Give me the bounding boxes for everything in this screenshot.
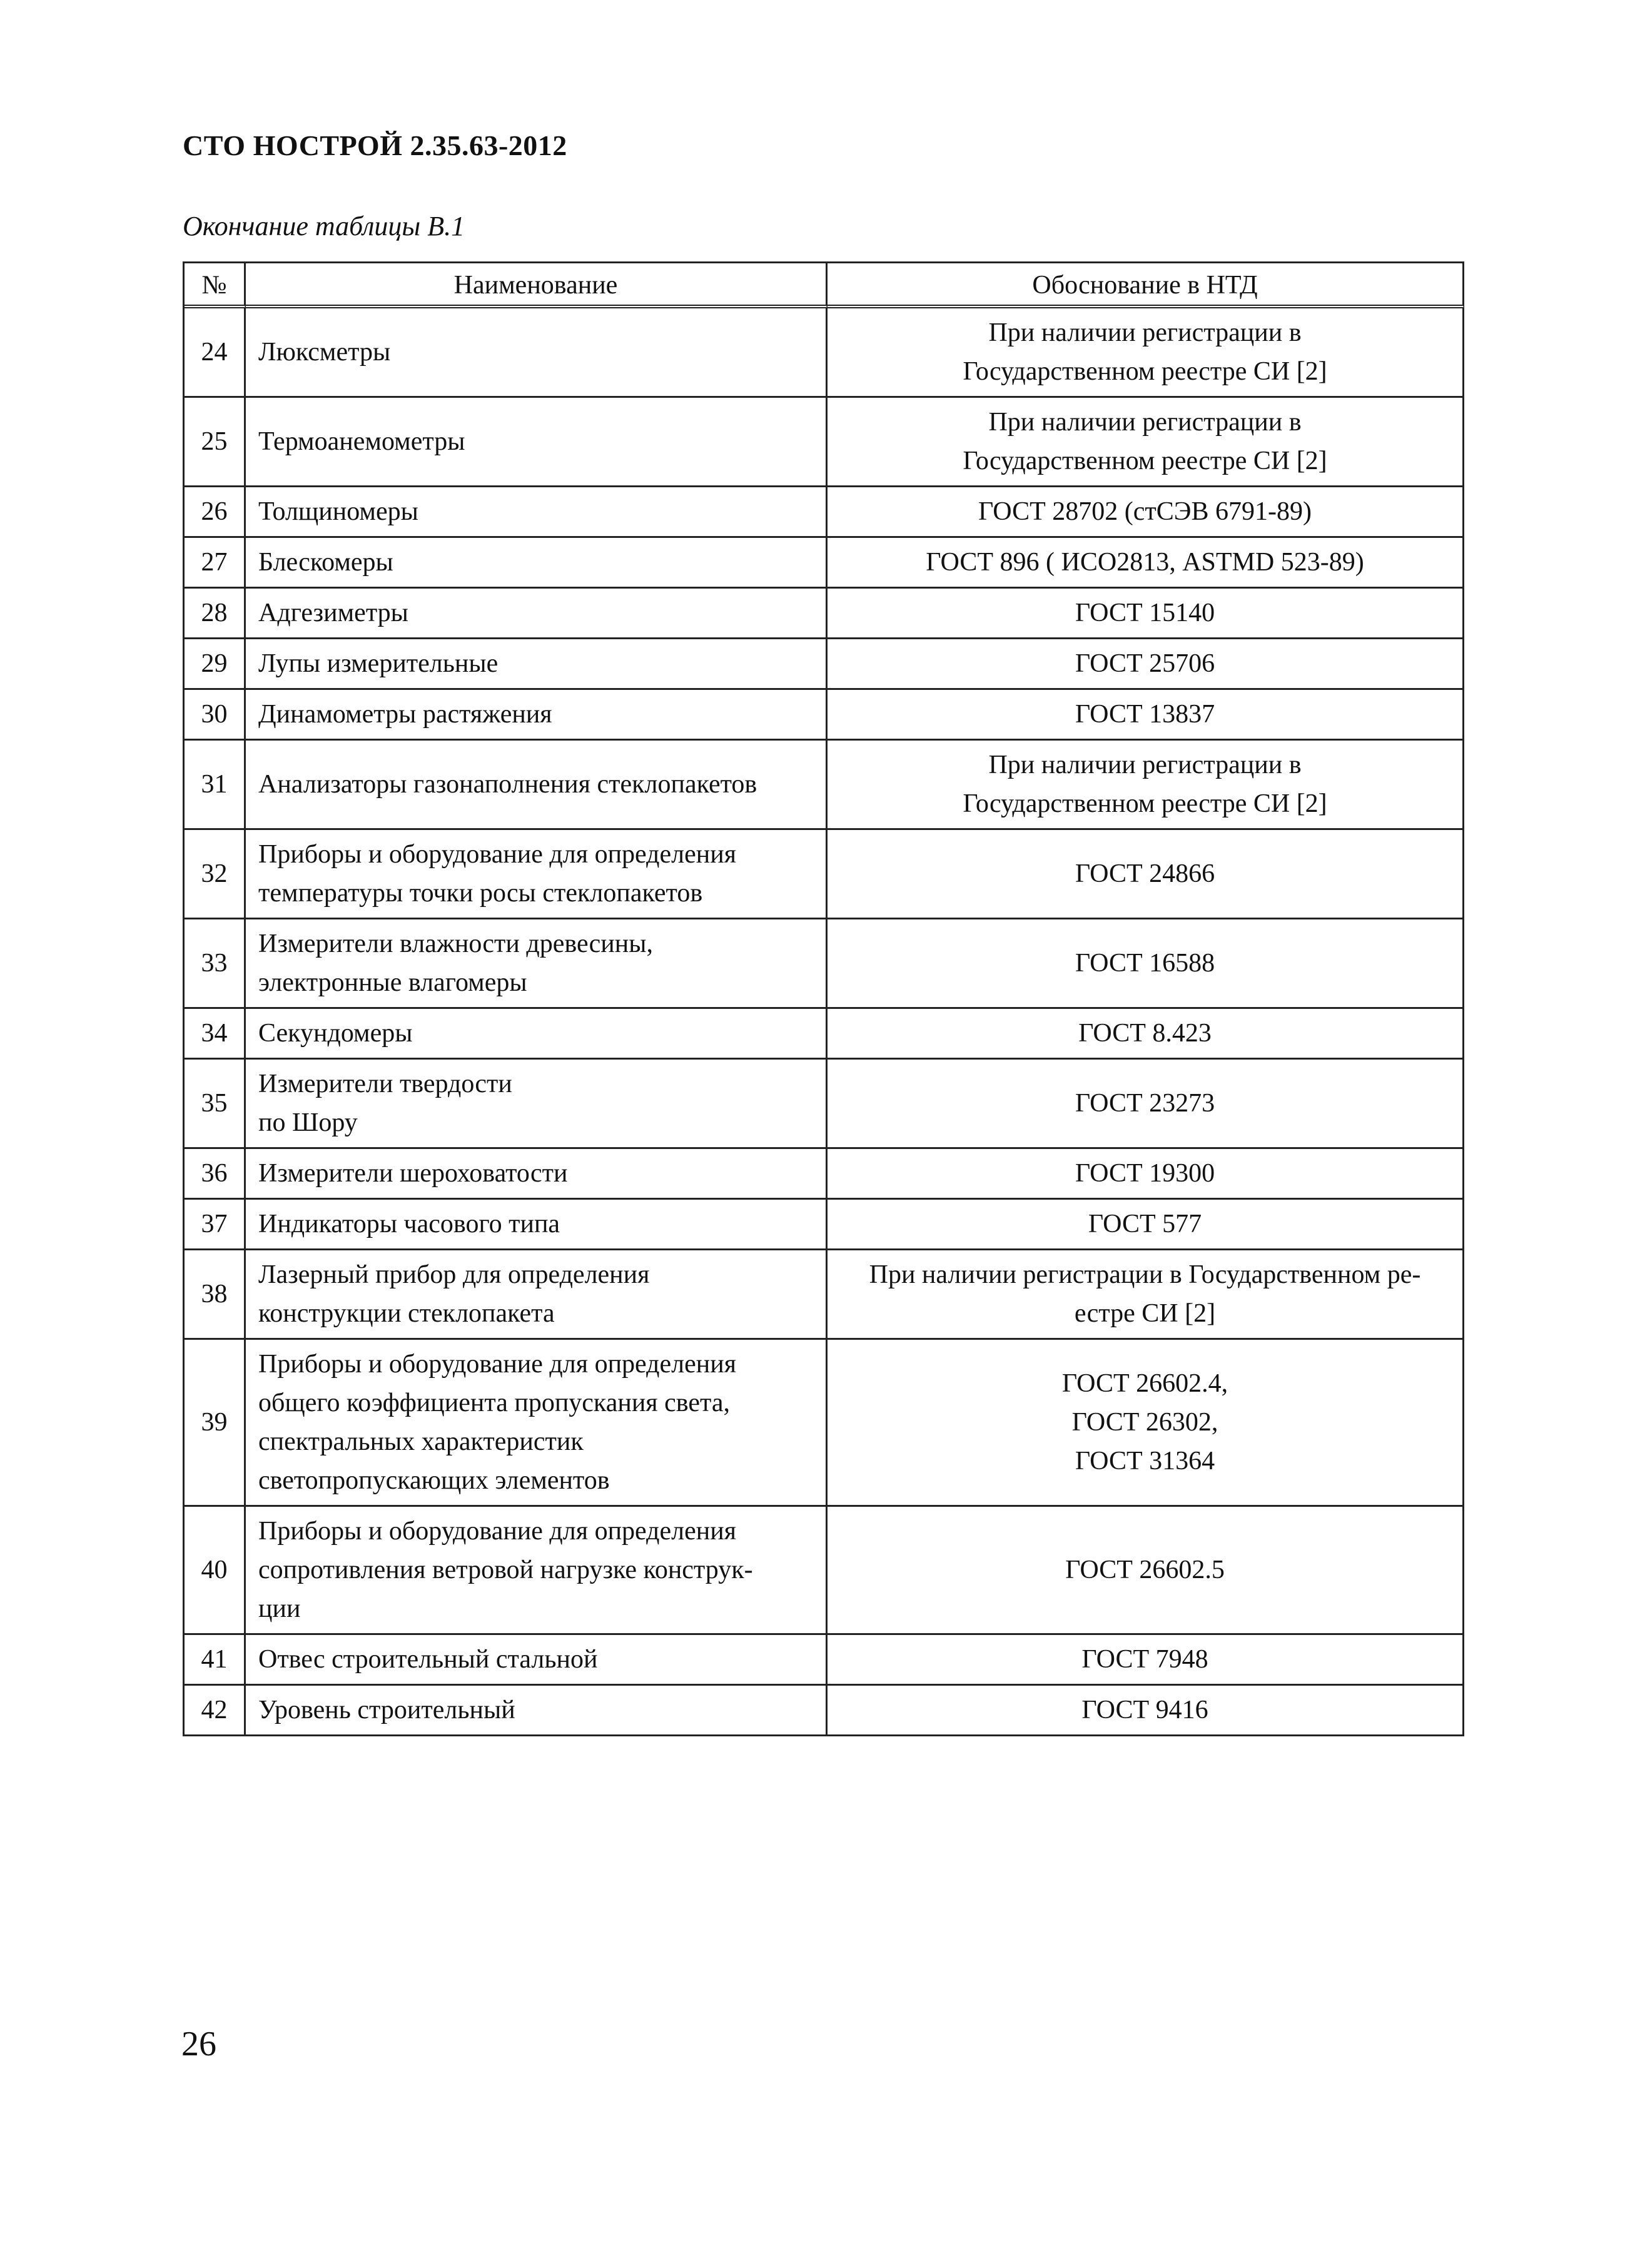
row-name: Адгезиметры: [246, 589, 828, 639]
row-number: 40: [185, 1507, 246, 1635]
row-name: Измерители влажности древесины, электронные влагомеры: [246, 919, 828, 1009]
row-number: 39: [185, 1340, 246, 1507]
table-row: [185, 1686, 1464, 1736]
page-number: 26: [181, 2025, 216, 2063]
row-number: 31: [185, 741, 246, 830]
row-basis: ГОСТ 9416: [828, 1686, 1464, 1736]
table-row: [185, 1507, 1464, 1635]
table-row: [185, 1200, 1464, 1250]
row-basis: ГОСТ 24866: [828, 830, 1464, 919]
table-row: [185, 1340, 1464, 1507]
row-name: Приборы и оборудование для определения сопротивления ветровой нагрузке конструк- ции: [246, 1507, 828, 1635]
row-number: 29: [185, 639, 246, 690]
row-basis: При наличии регистрации в Государственном реестре СИ [2]: [828, 741, 1464, 830]
row-name: Индикаторы часового типа: [246, 1200, 828, 1250]
row-basis: ГОСТ 15140: [828, 589, 1464, 639]
table-caption: Окончание таблицы В.1: [183, 211, 465, 241]
row-basis: ГОСТ 26602.4, ГОСТ 26302, ГОСТ 31364: [828, 1340, 1464, 1507]
row-basis: При наличии регистрации в Государственном реестре СИ [2]: [828, 308, 1464, 398]
table-body: [185, 308, 1464, 1736]
row-number: 42: [185, 1686, 246, 1736]
row-number: 33: [185, 919, 246, 1009]
row-basis: ГОСТ 896 ( ИСО2813, ASTMD 523-89): [828, 538, 1464, 589]
row-number: 27: [185, 538, 246, 589]
row-number: 32: [185, 830, 246, 919]
row-basis: ГОСТ 25706: [828, 639, 1464, 690]
row-basis: При наличии регистрации в Государственном реестре СИ [2]: [828, 398, 1464, 487]
table-row: [185, 741, 1464, 830]
row-name: Измерители шероховатости: [246, 1149, 828, 1200]
row-name: Уровень строительный: [246, 1686, 828, 1736]
row-basis: ГОСТ 23273: [828, 1060, 1464, 1149]
table-row: [185, 1635, 1464, 1686]
row-number: 28: [185, 589, 246, 639]
table-row: [185, 308, 1464, 398]
table-row: [185, 1149, 1464, 1200]
table-header-row: [185, 263, 1464, 308]
row-basis: ГОСТ 28702 (стСЭВ 6791-89): [828, 487, 1464, 538]
row-name: Лупы измерительные: [246, 639, 828, 690]
equipment-table: [183, 261, 1464, 1736]
table-row: [185, 1060, 1464, 1149]
row-name: Динамометры растяжения: [246, 690, 828, 741]
row-name: Толщиномеры: [246, 487, 828, 538]
row-basis: При наличии регистрации в Государственном ре- естре СИ [2]: [828, 1250, 1464, 1340]
row-basis: ГОСТ 7948: [828, 1635, 1464, 1686]
row-number: 25: [185, 398, 246, 487]
column-header-basis: Обоснование в НТД: [828, 263, 1464, 308]
row-basis: ГОСТ 8.423: [828, 1009, 1464, 1060]
row-name: Отвес строительный стальной: [246, 1635, 828, 1686]
row-number: 26: [185, 487, 246, 538]
row-basis: ГОСТ 13837: [828, 690, 1464, 741]
row-number: 24: [185, 308, 246, 398]
row-name: Измерители твердости по Шору: [246, 1060, 828, 1149]
row-basis: ГОСТ 19300: [828, 1149, 1464, 1200]
table-row: [185, 919, 1464, 1009]
table-row: [185, 1009, 1464, 1060]
table-row: [185, 830, 1464, 919]
row-basis: ГОСТ 26602.5: [828, 1507, 1464, 1635]
column-header-number: №: [185, 263, 246, 308]
row-name: Термоанемометры: [246, 398, 828, 487]
table-row: [185, 1250, 1464, 1340]
row-number: 36: [185, 1149, 246, 1200]
row-name: Лазерный прибор для определения конструкции стеклопакета: [246, 1250, 828, 1340]
row-name: Люксметры: [246, 308, 828, 398]
table-row: [185, 538, 1464, 589]
row-number: 35: [185, 1060, 246, 1149]
row-basis: ГОСТ 577: [828, 1200, 1464, 1250]
table-row: [185, 639, 1464, 690]
row-name: Приборы и оборудование для определения общего коэффициента пропускания света, спектральных характеристик светопропускающих элементов: [246, 1340, 828, 1507]
row-number: 41: [185, 1635, 246, 1686]
table-row: [185, 690, 1464, 741]
table-row: [185, 487, 1464, 538]
row-number: 38: [185, 1250, 246, 1340]
column-header-name: Наименование: [246, 263, 828, 308]
row-name: Приборы и оборудование для определения температуры точки росы стеклопакетов: [246, 830, 828, 919]
row-basis: ГОСТ 16588: [828, 919, 1464, 1009]
row-number: 37: [185, 1200, 246, 1250]
row-number: 30: [185, 690, 246, 741]
table-row: [185, 589, 1464, 639]
table-row: [185, 398, 1464, 487]
row-name: Анализаторы газонаполнения стеклопакетов: [246, 741, 828, 830]
row-name: Секундомеры: [246, 1009, 828, 1060]
document-code: СТО НОСТРОЙ 2.35.63-2012: [183, 129, 567, 161]
row-name: Блескомеры: [246, 538, 828, 589]
row-number: 34: [185, 1009, 246, 1060]
